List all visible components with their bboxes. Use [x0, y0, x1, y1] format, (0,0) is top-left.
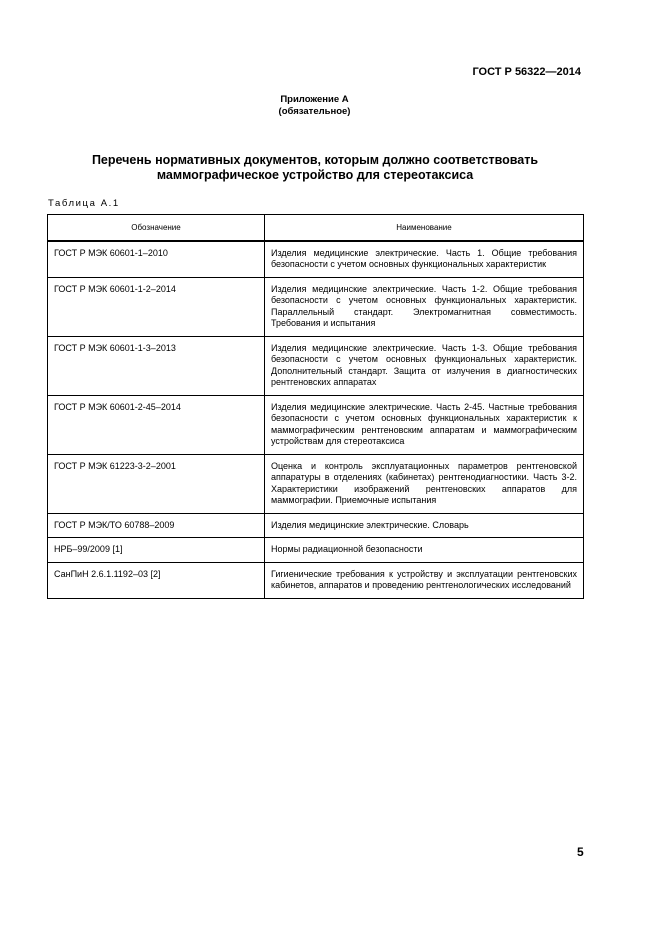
table-caption: Таблица А.1 [48, 198, 120, 209]
table-row [48, 336, 584, 395]
document-title-line-2: маммографическое устройство для стереотаксиса [156, 168, 474, 182]
document-code-cell: СанПиН 2.6.1.1192–03 [2] [48, 562, 265, 598]
document-code-cell: ГОСТ Р МЭК 61223-3-2–2001 [48, 454, 265, 513]
document-code-cell: ГОСТ Р МЭК/ТО 60788–2009 [48, 513, 265, 538]
document-name-cell: Изделия медицинские электрические. Часть 1-2. Общие требования безопасности с учетом основных функциональных характеристик. Параллельный стандарт. Электромагнитная совместимость. Требования и испытания [265, 277, 584, 336]
document-name-cell: Нормы радиационной безопасности [265, 538, 584, 563]
column-header-code: Обозначение [48, 215, 265, 241]
document-name-cell: Оценка и контроль эксплуатационных параметров рентгеновской аппаратуры в отделениях (кабинетах) рентгенодиагностики. Часть 3-2. Характеристики изображений рентгеновских аппаратов для маммографии. Приемочные испытания [265, 454, 584, 513]
page-number: 5 [577, 845, 584, 859]
document-name-cell: Изделия медицинские электрические. Часть 1. Общие требования безопасности с учетом основных функциональных характеристик [265, 241, 584, 278]
table-row [48, 454, 584, 513]
document-name-cell: Изделия медицинские электрические. Часть 1-3. Общие требования безопасности с учетом основных функциональных характеристик. Дополнительный стандарт. Защита от излучения в диагностических рентгеновских аппаратах [265, 336, 584, 395]
table-row [48, 277, 584, 336]
table-row [48, 395, 584, 454]
table-row [48, 538, 584, 563]
document-code-cell: ГОСТ Р МЭК 60601-1–2010 [48, 241, 265, 278]
appendix-heading [0, 94, 629, 118]
document-code-cell: ГОСТ Р МЭК 60601-1-3–2013 [48, 336, 265, 395]
table-row [48, 513, 584, 538]
appendix-status: (обязательное) [278, 106, 351, 117]
document-name-cell: Изделия медицинские электрические. Словарь [265, 513, 584, 538]
normative-documents-table [47, 214, 584, 599]
appendix-title: Приложение А [280, 94, 349, 105]
document-name-cell: Изделия медицинские электрические. Часть 2-45. Частные требования безопасности с учетом основных функциональных характеристик к маммографическим рентгеновским аппаратам и маммографическим устройствам для стереотаксиса [265, 395, 584, 454]
table-row [48, 241, 584, 278]
document-title-line-1: Перечень нормативных документов, которым должно соответствовать [91, 153, 539, 167]
document-code: ГОСТ Р 56322—2014 [472, 66, 581, 78]
document-code-cell: ГОСТ Р МЭК 60601-1-2–2014 [48, 277, 265, 336]
table-header-row [48, 215, 584, 241]
document-name-cell: Гигиенические требования к устройству и эксплуатации рентгеновских кабинетов, аппаратов и проведению рентгенологических исследований [265, 562, 584, 598]
table-row [48, 562, 584, 598]
document-title [48, 153, 582, 183]
column-header-name: Наименование [265, 215, 584, 241]
document-code-cell: ГОСТ Р МЭК 60601-2-45–2014 [48, 395, 265, 454]
document-code-cell: НРБ–99/2009 [1] [48, 538, 265, 563]
